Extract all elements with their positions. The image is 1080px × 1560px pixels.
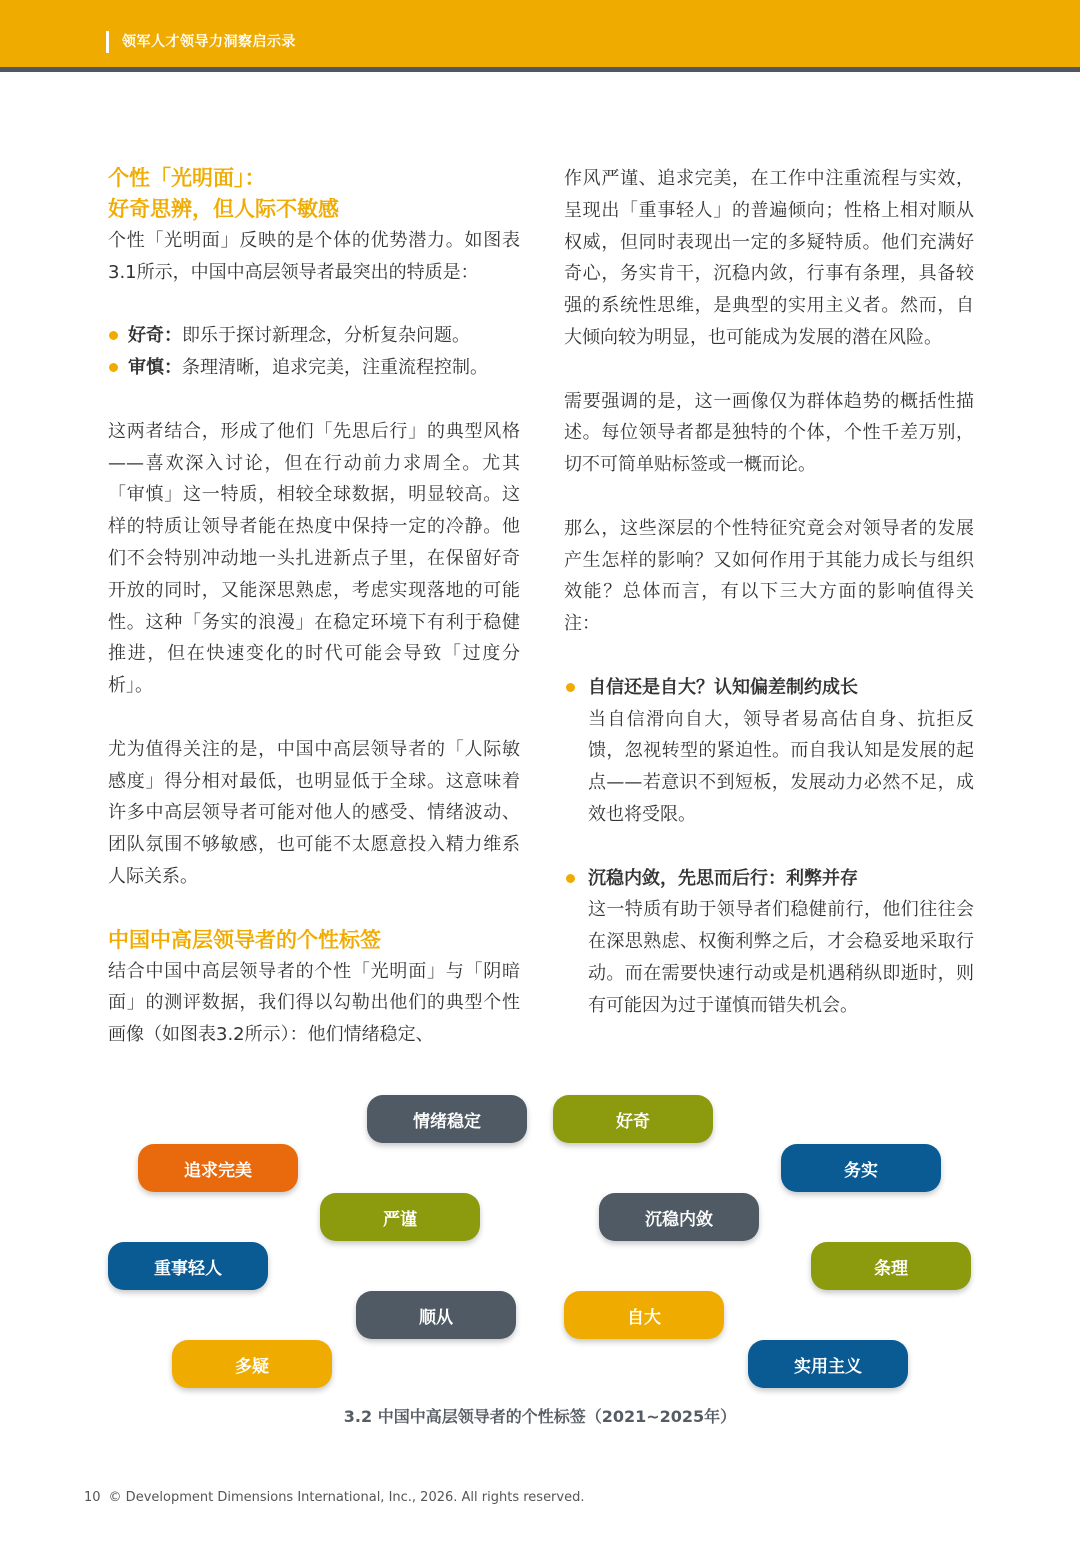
trait-list (108, 320, 520, 384)
bullet-dot-icon (109, 331, 118, 340)
right-column (564, 163, 974, 1022)
bullet-label: 审慎： (128, 357, 182, 379)
body-paragraph: 需要强调的是，这一画像仅为群体趋势的概括性描述。每位领导者都是独特的个体，个性千差万别，切不可简单贴标签或一概而论。 (564, 390, 974, 476)
tag-perfectionism: 追求完美 (138, 1144, 298, 1192)
tag-task-over-people: 重事轻人 (108, 1242, 268, 1290)
body-paragraph: 尤为值得关注的是，中国中高层领导者的「人际敏感度」得分相对最低，也明显低于全球。这意味着许多中高层领导者可能对他人的感受、情绪波动、团队氛围不够敏感，也可能不太愿意投入精力维系人际关系。 (108, 738, 520, 887)
page-number: 10 (84, 1490, 101, 1505)
body-paragraph: 这两者结合，形成了他们「先思后行」的典型风格——喜欢深入讨论，但在行动前力求周全。尤其「审慎」这一特质，相较全球数据，明显较高。这样的特质让领导者能在热度中保持一定的冷静。他们不会特别冲动地一头扎进新点子里，在保留好奇开放的同时，又能深思熟虑，考虑实现落地的可能性。这种「务实的浪漫」在稳定环境下有利于稳健推进，但在快速变化的时代可能会导致「过度分析」。 (108, 420, 520, 697)
intro-paragraph: 个性「光明面」反映的是个体的优势潜力。如图表3.1所示，中国中高层领导者最突出的特质是： (108, 230, 520, 283)
header-divider (0, 67, 1080, 72)
bullet-text: 即乐于探讨新理念，分析复杂问题。 (182, 325, 470, 347)
list-item (564, 672, 974, 831)
bullet-dot-icon (566, 874, 575, 883)
tag-compliant: 顺从 (356, 1291, 516, 1339)
footer (84, 1488, 584, 1508)
left-column (108, 163, 520, 1051)
tag-orderly: 条理 (811, 1242, 971, 1290)
header-title: 领军人才领导力洞察启示录 (106, 31, 296, 53)
tag-curious: 好奇 (553, 1095, 713, 1143)
body-paragraph: 那么，这些深层的个性特征究竟会对领导者的发展产生怎样的影响？又如何作用于其能力成长与组织效能？总体而言，有以下三大方面的影响值得关注： (564, 517, 974, 635)
section2-title: 中国中高层领导者的个性标签 (108, 927, 381, 952)
tag-arrogant: 自大 (564, 1291, 724, 1339)
bullet-label: 好奇： (128, 325, 182, 347)
tag-skeptical: 多疑 (172, 1340, 332, 1388)
bullet-dot-icon (566, 683, 575, 692)
body-paragraph: 结合中国中高层领导者的个性「光明面」与「阴暗面」的测评数据，我们得以勾勒出他们的典型个性画像（如图表3.2所示）：他们情绪稳定、 (108, 960, 520, 1046)
bullet-heading: 沉稳内敛，先思而后行：利弊并存 (588, 867, 858, 889)
bullet-dot-icon (109, 363, 118, 372)
list-item (564, 863, 974, 1022)
tag-composed: 沉稳内敛 (599, 1193, 759, 1241)
copyright: © Development Dimensions International, Inc., 2026. All rights reserved. (108, 1490, 585, 1505)
tag-pragmatist: 实用主义 (748, 1340, 908, 1388)
bullet-text: 当自信滑向自大，领导者易高估自身、抗拒反馈，忽视转型的紧迫性。而自我认知是发展的起点——若意识不到短板，发展动力必然不足，成效也将受限。 (588, 708, 974, 825)
body-paragraph: 作风严谨、追求完美，在工作中注重流程与实效，呈现出「重事轻人」的普遍倾向；性格上相对顺从权威，但同时表现出一定的多疑特质。他们充满好奇心，务实肯干，沉稳内敛，行事有条理，具备较强的系统性思维，是典型的实用主义者。然而，自大倾向较为明显，也可能成为发展的潜在风险。 (564, 168, 974, 348)
section1-title-line1: 个性「光明面」： (108, 166, 266, 190)
tag-pragmatic: 务实 (781, 1144, 941, 1192)
bullet-text: 这一特质有助于领导者们稳健前行，他们往往会在深思熟虑、权衡利弊之后，才会稳妥地采取行动。而在需要快速行动或是机遇稍纵即逝时，则有可能因为过于谨慎而错失机会。 (588, 899, 974, 1016)
bullet-text: 条理清晰，追求完美，注重流程控制。 (182, 357, 488, 379)
tag-rigorous: 严谨 (320, 1193, 480, 1241)
bullet-heading: 自信还是自大？认知偏差制约成长 (588, 676, 858, 698)
list-item (108, 352, 520, 384)
tag-emotional-stability: 情绪稳定 (367, 1095, 527, 1143)
list-item (108, 320, 520, 352)
impact-list (564, 672, 974, 1022)
section1-title-line2: 好奇思辨，但人际不敏感 (108, 197, 339, 221)
figure-caption: 3.2 中国中高层领导者的个性标签（2021~2025年） (343, 1407, 737, 1426)
